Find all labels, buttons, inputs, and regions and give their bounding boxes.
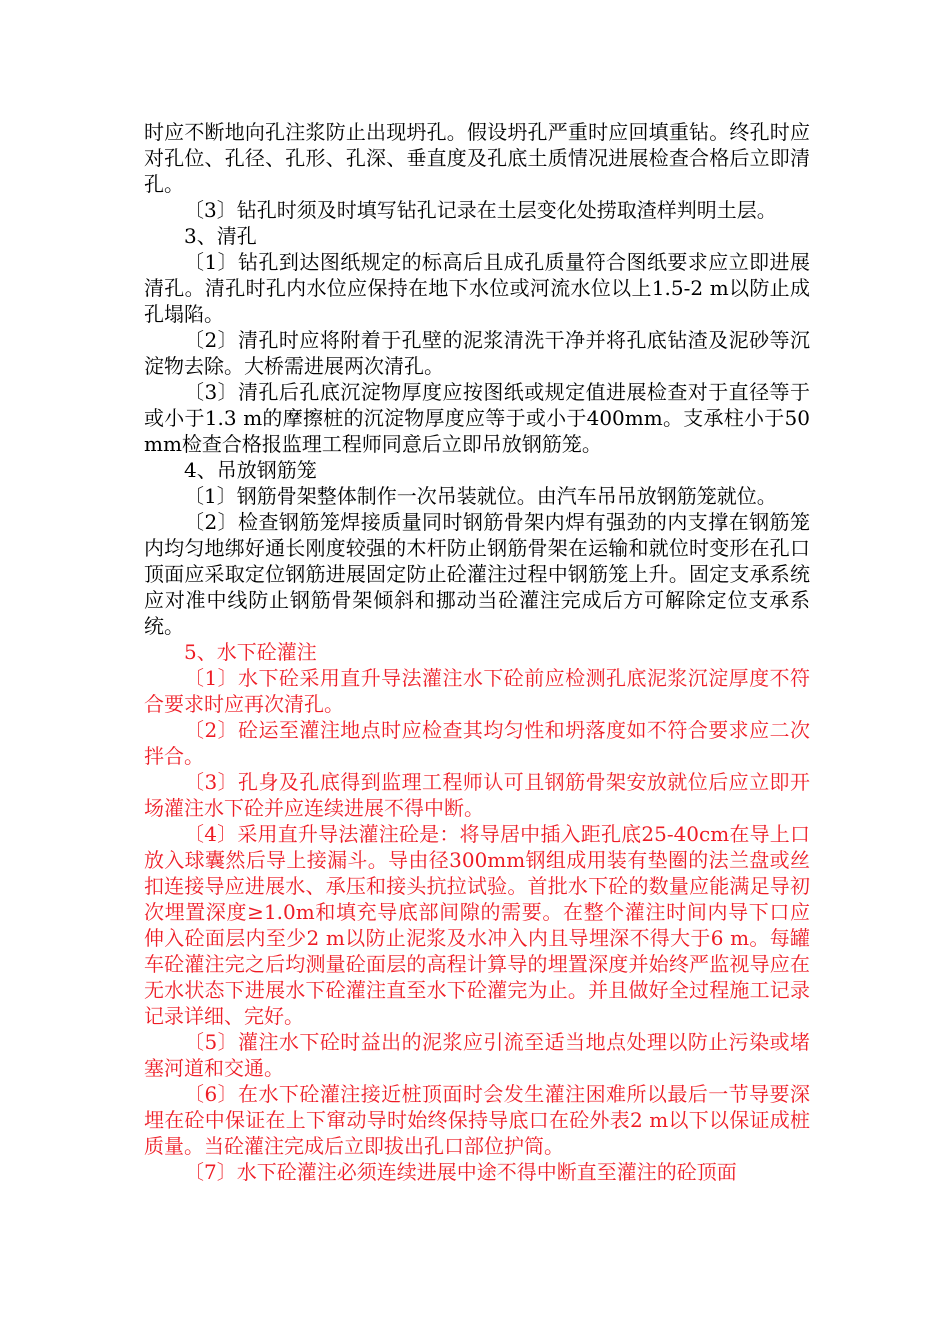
paragraph-sediment-thickness: 〔3〕清孔后孔底沉淀物厚度应按图纸或规定值进展检查对于直径等于或小于1.3 m的摩擦桩的沉淀物厚度应等于或小于400mm。支承柱小于50mm检查合格报监理工程师同意后立即吊放钢筋笼。 [144, 380, 810, 456]
paragraph-cleaning-start: 〔1〕钻孔到达图纸规定的标高后且成孔质量符合图纸要求应立即进展清孔。清孔时孔内水位应保持在地下水位或河流水位以上1.5-2 m以防止成孔塌陷。 [144, 250, 810, 326]
paragraph-continuous-pouring: 〔7〕水下砼灌注必须连续进展中途不得中断直至灌注的砼顶面 [184, 1160, 737, 1184]
paragraph-tremie-method: 〔1〕水下砼采用直升导法灌注水下砼前应检测孔底泥浆沉淀厚度不符合要求时应再次清孔。 [144, 666, 810, 716]
paragraph-final-section: 〔6〕在水下砼灌注接近桩顶面时会发生灌注困难所以最后一节导要深埋在砼中保证在上下窜动导时始终保持导底口在砼外表2 m以下以保证成桩质量。当砼灌注完成后立即拔出孔口部位护筒。 [144, 1082, 810, 1158]
section-heading-hole-cleaning: 3、清孔 [184, 224, 257, 248]
paragraph-cage-hoisting: 〔1〕钢筋骨架整体制作一次吊装就位。由汽车吊吊放钢筋笼就位。 [184, 484, 777, 508]
paragraph-cage-inspection: 〔2〕检查钢筋笼焊接质量同时钢筋骨架内焊有强劲的内支撑在钢筋笼内均匀地绑好通长刚度较强的木杆防止钢筋骨架在运输和就位时变形在孔口顶面应采取定位钢筋进展固定防止砼灌注过程中钢筋笼上升。固定支承系统应对准中线防止钢筋骨架倾斜和挪动当砼灌注完成后方可解除定位支承系统。 [144, 510, 810, 638]
paragraph-hole-collapse-prevention: 时应不断地向孔注浆防止出现坍孔。假设坍孔严重时应回填重钻。终孔时应对孔位、孔径、孔形、孔深、垂直度及孔底土质情况进展检查合格后立即清孔。 [144, 120, 810, 196]
paragraph-slurry-drainage: 〔5〕灌注水下砼时益出的泥浆应引流至适当地点处理以防止污染或堵塞河道和交通。 [144, 1030, 810, 1080]
section-heading-rebar-cage: 4、吊放钢筋笼 [184, 458, 317, 482]
document-body [144, 119, 810, 1185]
paragraph-tremie-procedure: 〔4〕采用直升导法灌注砼是：将导居中插入距孔底25-40cm在导上口放入球囊然后导上接漏斗。导由径300mm钢组成用装有垫圈的法兰盘或丝扣连接导应进展水、承压和接头抗拉试验。首批水下砼的数量应能满足导初次埋置深度≥1.0m和填充导底部间隙的需要。在整个灌注时间内导下口应伸入砼面层内至少2 m以防止泥浆及水冲入内且导埋深不得大于6 m。每罐车砼灌注完之后均测量砼面层的高程计算导的埋置深度并始终严监视导应在无水状态下进展水下砼灌注直至水下砼灌完为止。并且做好全过程施工记录记录详细、完好。 [144, 822, 810, 1028]
paragraph-drilling-record: 〔3〕钻孔时须及时填写钻孔记录在土层变化处捞取渣样判明土层。 [184, 198, 777, 222]
paragraph-cleaning-sediment: 〔2〕清孔时应将附着于孔壁的泥浆清洗干净并将孔底钻渣及泥砂等沉淀物去除。大桥需进展两次清孔。 [144, 328, 810, 378]
section-heading-underwater-concrete: 5、水下砼灌注 [184, 640, 317, 664]
paragraph-concrete-check: 〔2〕砼运至灌注地点时应检查其均匀性和坍落度如不符合要求应二次拌合。 [144, 718, 810, 768]
paragraph-start-pouring: 〔3〕孔身及孔底得到监理工程师认可且钢筋骨架安放就位后应立即开场灌注水下砼并应连续进展不得中断。 [144, 770, 810, 820]
